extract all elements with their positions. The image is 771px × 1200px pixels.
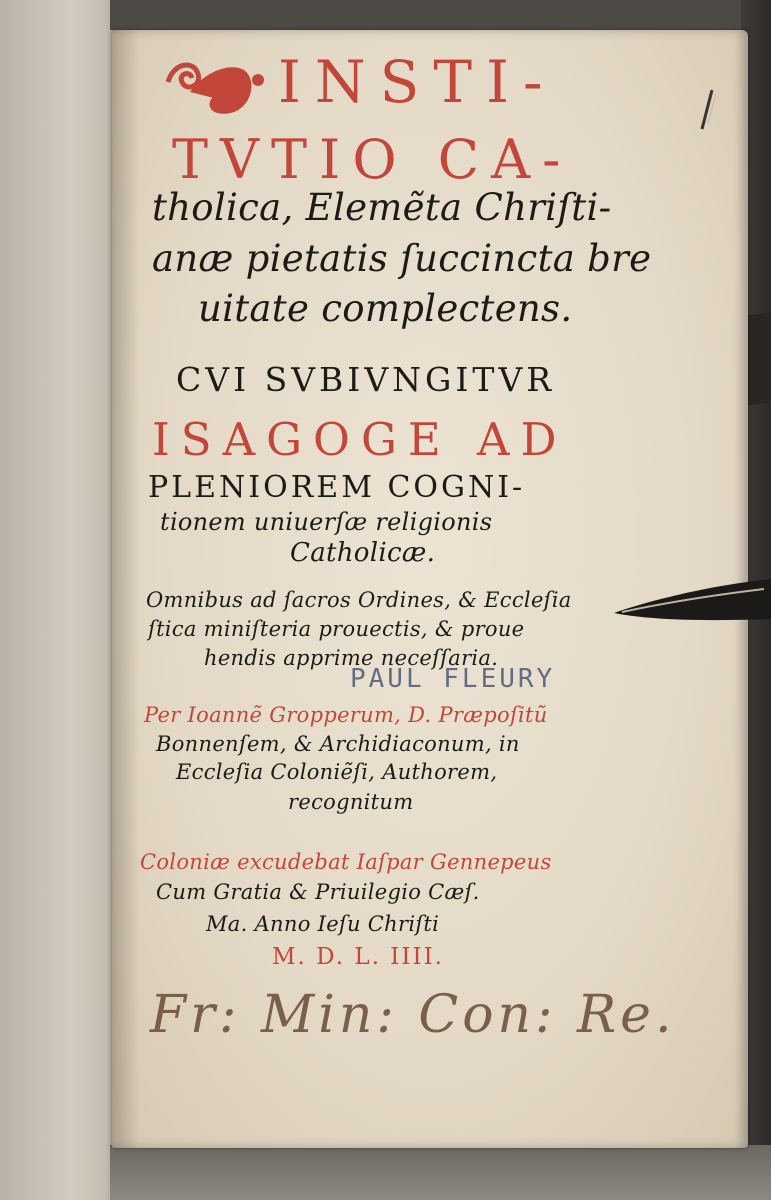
title-line-3: tholica, Elemẽta Chriſti- <box>152 186 612 229</box>
subtitle-line-3: PLENIOREM COGNI- <box>148 470 526 505</box>
dedication-line-3: hendis apprime neceſſaria. <box>204 646 499 670</box>
title-line-1: INSTI- <box>278 48 557 116</box>
page-holder-blade-icon <box>614 575 771 635</box>
author-line-2: Bonnenſem, & Archidiaconum, in <box>156 732 520 756</box>
imprint-line-2: Cum Gratia & Priuilegio Cæſ. <box>156 880 480 904</box>
author-line-4: recognitum <box>288 790 414 814</box>
imprint-line-1: Coloniæ excudebat Iaſpar Gennepeus <box>140 850 552 874</box>
page-gutter-shadow <box>112 30 140 1148</box>
floral-ornament-icon <box>160 52 270 118</box>
subtitle-line-2: ISAGOGE AD <box>152 413 568 466</box>
background-bottom <box>110 1145 771 1200</box>
author-line-1: Per Ioannẽ Gropperum, D. Præpoſitũ <box>144 703 548 727</box>
dedication-line-2: ſtica miniſteria prouectis, & proue <box>148 617 525 641</box>
dedication-line-1: Omnibus ad ſacros Ordines, & Eccleſia <box>146 588 572 612</box>
imprint-year: M. D. L. IIII. <box>272 944 444 970</box>
title-line-5: uitate complectens. <box>198 287 573 330</box>
subtitle-line-5: Catholicæ. <box>290 538 436 568</box>
subtitle-line-1: CVI SVBIVNGITVR <box>176 360 556 399</box>
manuscript-inscription: Fr: Min: Con: Re. <box>150 985 676 1045</box>
title-line-2: TVTIO CA- <box>172 128 573 191</box>
subtitle-line-4: tionem uniuerſæ religionis <box>160 508 493 536</box>
background-top <box>110 0 771 30</box>
title-line-4: anæ pietatis ſuccincta bre <box>152 237 652 280</box>
facing-page-edge <box>0 0 130 1200</box>
imprint-line-3: Ma. Anno Ieſu Chriſti <box>206 912 440 936</box>
author-line-3: Eccleſia Coloniẽſi, Authorem, <box>176 760 498 784</box>
ownership-stamp: PAUL FLEURY <box>350 664 556 694</box>
